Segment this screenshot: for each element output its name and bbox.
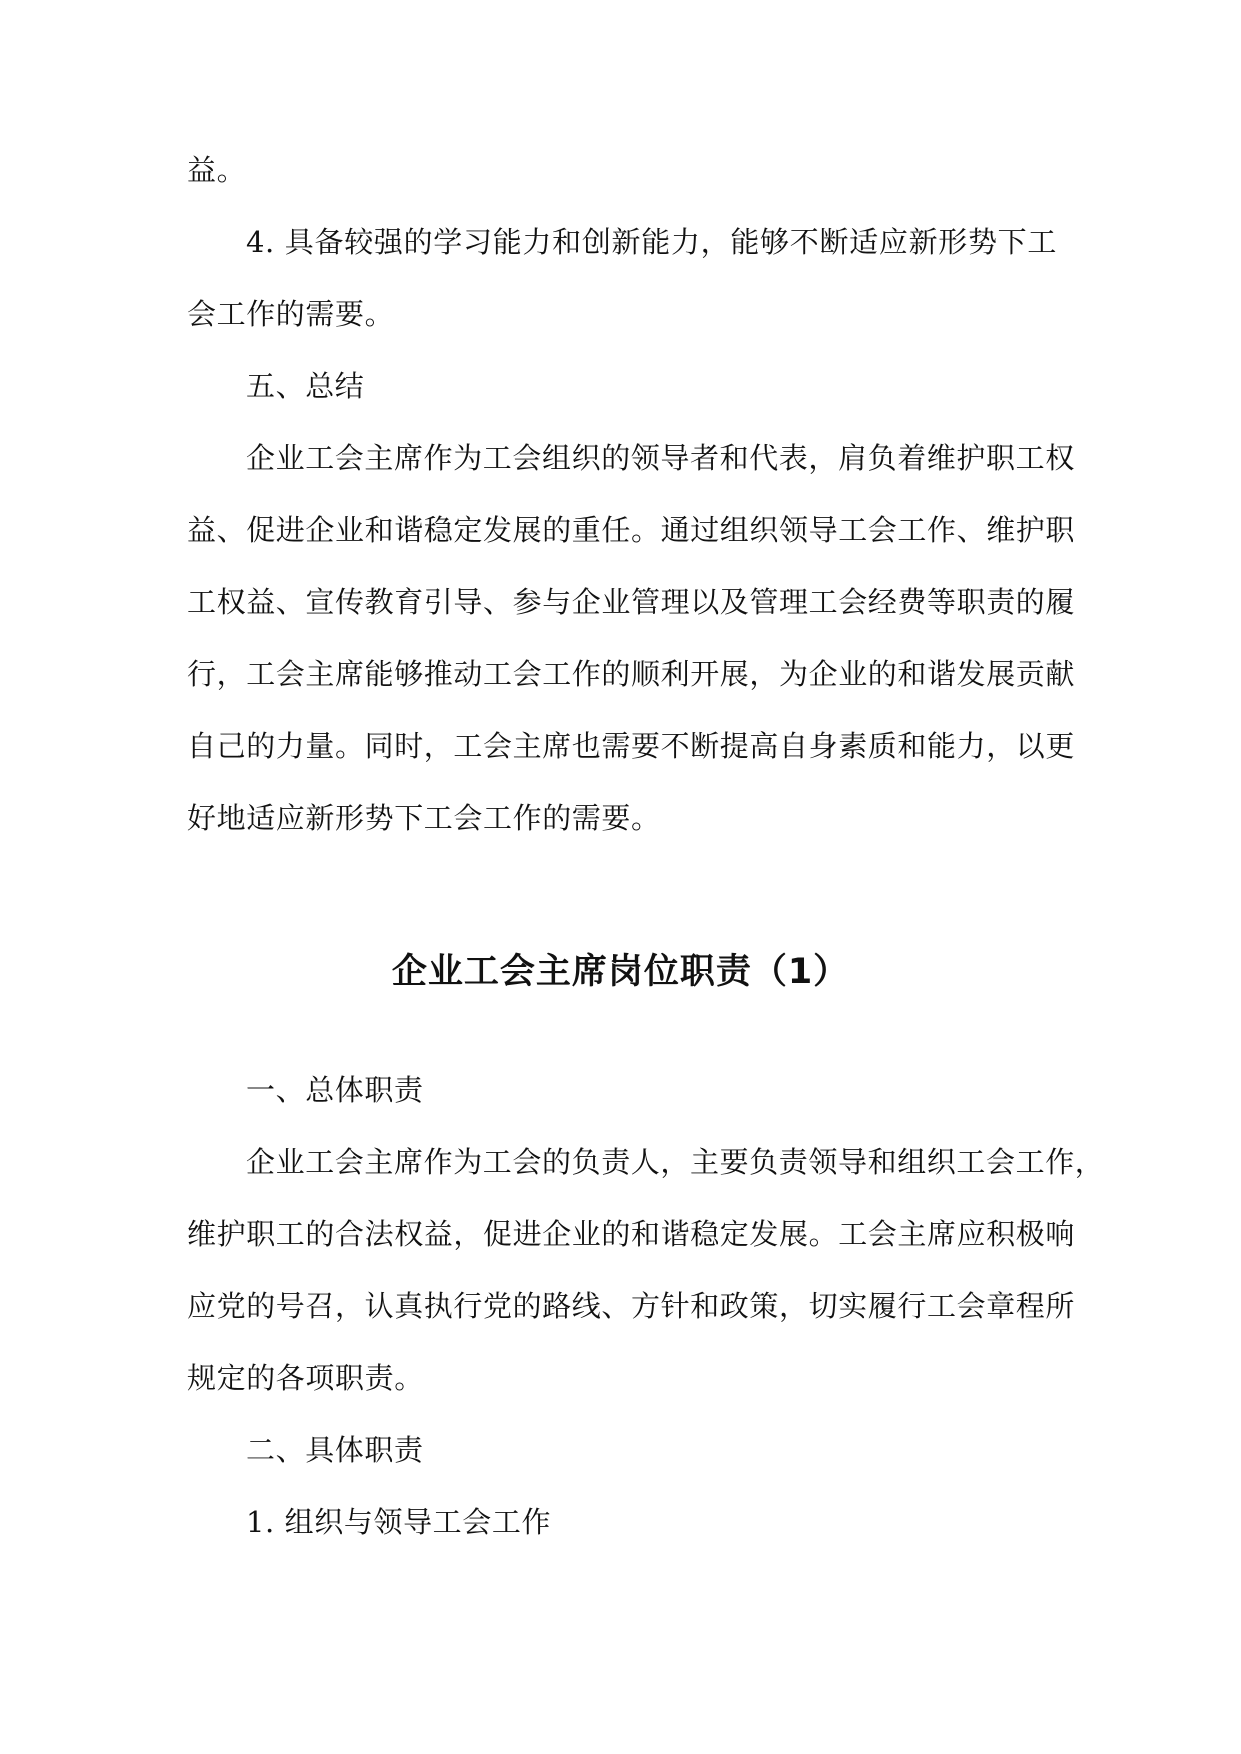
list-item-1: 1. 组织与领导工会工作 [246,1505,552,1539]
paragraph-line: 益。 [187,153,247,187]
paragraph-line: 益、促进企业和谐稳定发展的重任。通过组织领导工会工作、维护职 [187,513,1076,547]
paragraph-line: 好地适应新形势下工会工作的需要。 [187,801,661,835]
document-title: 企业工会主席岗位职责（1） [391,952,850,992]
paragraph-line: 规定的各项职责。 [187,1361,424,1395]
list-item-4-line: 会工作的需要。 [187,297,395,331]
list-item-4-line: 4. 具备较强的学习能力和创新能力，能够不断适应新形势下工 [246,225,1057,259]
section-heading-overall: 一、总体职责 [246,1073,424,1107]
section-heading-summary: 五、总结 [246,369,365,403]
paragraph-line: 工权益、宣传教育引导、参与企业管理以及管理工会经费等职责的履 [187,585,1076,619]
paragraph-line: 企业工会主席作为工会组织的领导者和代表，肩负着维护职工权 [246,441,1075,475]
paragraph-line: 应党的号召，认真执行党的路线、方针和政策，切实履行工会章程所 [187,1289,1076,1323]
section-heading-specific: 二、具体职责 [246,1433,424,1467]
paragraph-line: 行，工会主席能够推动工会工作的顺利开展，为企业的和谐发展贡献 [187,657,1076,691]
paragraph-line: 自己的力量。同时，工会主席也需要不断提高自身素质和能力，以更 [187,729,1076,763]
paragraph-line: 企业工会主席作为工会的负责人，主要负责领导和组织工会工作， [246,1145,1105,1179]
paragraph-line: 维护职工的合法权益，促进企业的和谐稳定发展。工会主席应积极响 [187,1217,1076,1251]
